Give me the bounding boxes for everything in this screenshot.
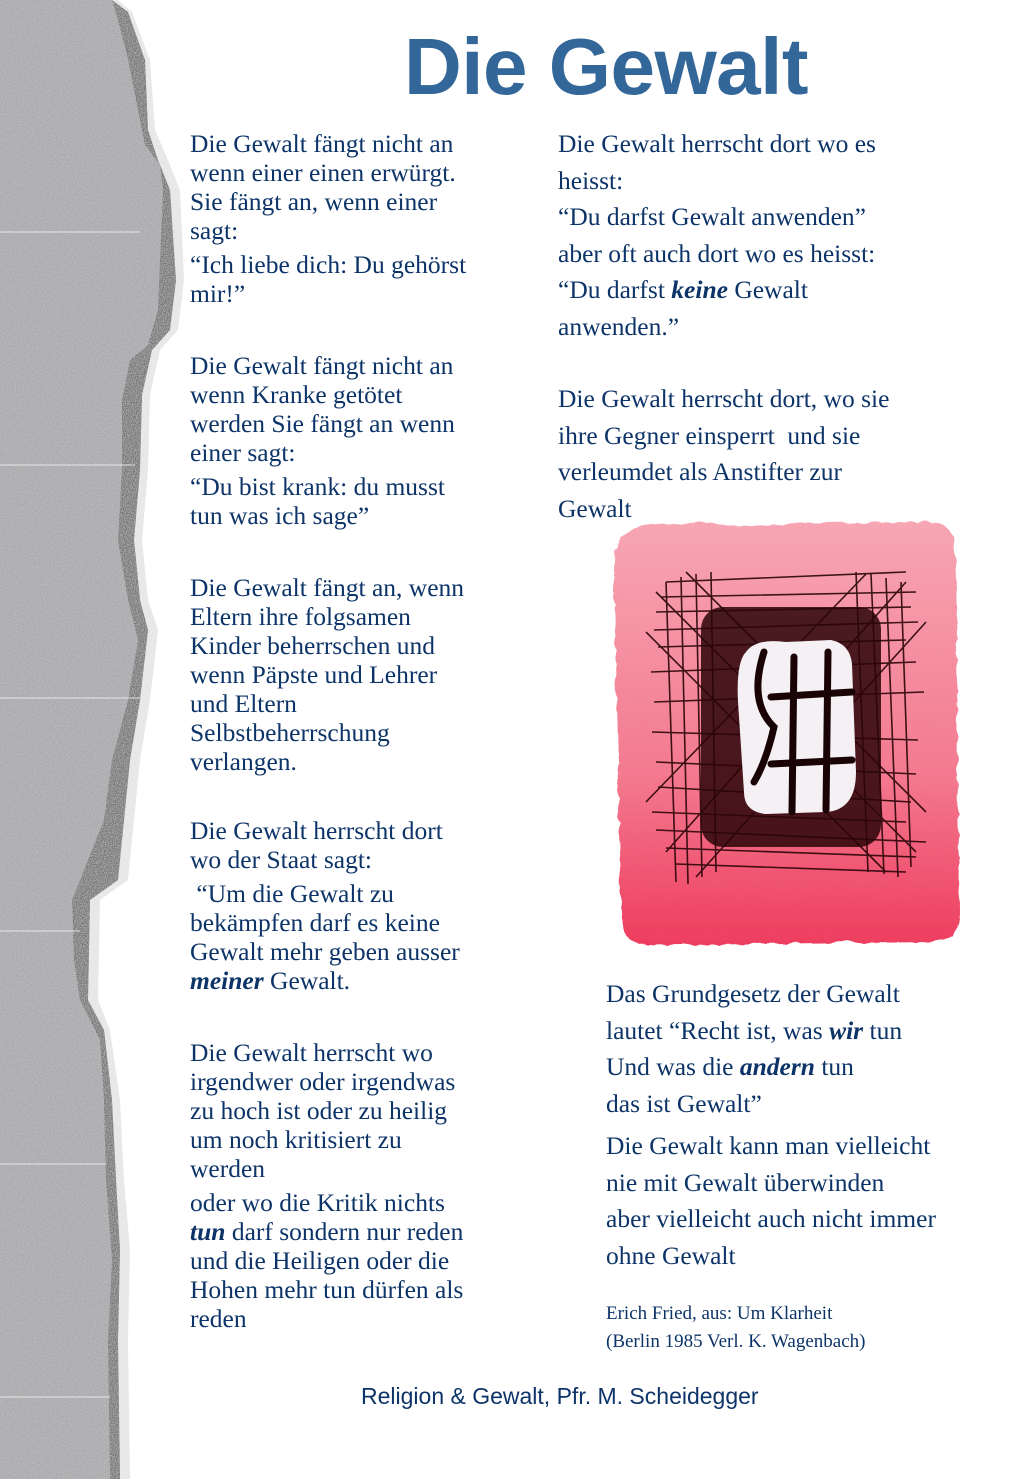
text-line: Gewalt mehr geben ausser — [190, 937, 460, 966]
text-line: Gewalt — [727, 275, 808, 304]
text-line: aber oft auch dort wo es heisst: — [558, 238, 876, 268]
text-line: Eltern ihre folgsamen — [190, 602, 411, 631]
text-line: um noch kritisiert zu — [190, 1125, 402, 1154]
stanza-br1 — [606, 976, 1016, 1122]
text-line: wo der Staat sagt: — [190, 845, 372, 874]
text-line: Und was die — [606, 1052, 740, 1081]
text-line: bekämpfen darf es keine — [190, 908, 440, 937]
text-line: tun — [814, 1052, 854, 1081]
credit-line: (Berlin 1985 Verl. K. Wagenbach) — [606, 1331, 866, 1352]
credit-line: Erich Fried, aus: Um Klarheit — [606, 1303, 833, 1324]
footer-text: Religion & Gewalt, Pfr. M. Scheidegger — [361, 1383, 759, 1409]
page-title: Die Gewalt — [404, 22, 809, 111]
stanza-r1 — [558, 126, 978, 345]
text-line: reden — [190, 1304, 247, 1333]
text-line: wenn einer einen erwürgt. — [190, 158, 456, 187]
bottom-right-text — [606, 976, 1016, 1274]
text-line: und die Heiligen oder die — [190, 1246, 450, 1275]
text-line: “Um die Gewalt zu — [190, 879, 394, 908]
text-line: “Du bist krank: du musst — [190, 472, 445, 501]
text-line: das ist Gewalt” — [606, 1088, 762, 1118]
stone-border-decoration — [0, 0, 200, 1479]
stanza-2-quote — [190, 472, 530, 530]
text-line: tun — [863, 1015, 903, 1045]
text-line: Gewalt. — [263, 966, 351, 995]
text-line: Die Gewalt herrscht dort wo es — [558, 129, 876, 158]
text-line: Die Gewalt fängt nicht an — [190, 351, 454, 380]
text-line: werden — [190, 1154, 266, 1183]
text-line: Die Gewalt herrscht dort — [190, 816, 443, 845]
text-line: Die Gewalt fängt an, wenn — [190, 573, 465, 602]
emphasis-word: andern — [739, 1052, 815, 1081]
emphasis-word: meiner — [190, 966, 264, 995]
text-line: und Eltern — [190, 689, 297, 718]
text-line: ihre Gegner einsperrt und sie — [558, 420, 861, 450]
stanza-2 — [190, 351, 530, 467]
text-line: “Du darfst — [558, 275, 672, 304]
stanza-4 — [190, 816, 530, 874]
text-line: aber vielleicht auch nicht immer — [606, 1204, 936, 1233]
text-line: lautet “Recht ist, was — [606, 1015, 830, 1045]
text-line: nie mit Gewalt überwinden — [606, 1167, 885, 1197]
text-line: tun was ich sage” — [190, 501, 370, 530]
text-line: Sie fängt an, wenn einer — [190, 187, 438, 216]
text-line: Kinder beherrschen und — [190, 631, 435, 660]
text-line: werden Sie fängt an wenn — [190, 409, 455, 438]
text-line: Selbstbeherrschung — [190, 718, 390, 747]
right-column-text — [558, 126, 978, 527]
text-line: “Du darfst Gewalt anwenden” — [558, 202, 866, 231]
author-credit — [606, 1300, 1016, 1356]
emphasis-word: tun — [190, 1217, 226, 1246]
text-line: irgendwer oder irgendwas — [190, 1067, 456, 1096]
text-line: Die Gewalt kann man vielleicht — [606, 1131, 931, 1160]
stanza-4-quote — [190, 879, 530, 995]
text-line: heisst: — [558, 165, 624, 195]
text-line: Die Gewalt fängt nicht an — [190, 129, 454, 158]
text-line: oder wo die Kritik nichts — [190, 1188, 445, 1217]
left-column-text — [190, 129, 530, 1333]
text-line: zu hoch ist oder zu heilig — [190, 1096, 448, 1125]
text-line: “Ich liebe dich: Du gehörst — [190, 250, 467, 279]
text-line: mir!” — [190, 279, 246, 308]
text-line: Gewalt — [558, 493, 632, 523]
stanza-3 — [190, 573, 530, 776]
text-line: darf sondern nur reden — [225, 1217, 464, 1246]
text-line: Die Gewalt herrscht dort, wo sie — [558, 384, 890, 413]
text-line: verleumdet als Anstifter zur — [558, 457, 842, 486]
text-line: ohne Gewalt — [606, 1240, 736, 1270]
text-line: einer sagt: — [190, 438, 296, 467]
stanza-5 — [190, 1038, 530, 1183]
stanza-r2 — [558, 381, 978, 527]
text-line: Das Grundgesetz der Gewalt — [606, 979, 900, 1008]
text-line: sagt: — [190, 216, 239, 245]
stanza-1 — [190, 129, 530, 245]
text-line: Die Gewalt herrscht wo — [190, 1038, 433, 1067]
prison-window-illustration — [606, 512, 964, 948]
text-line: anwenden.” — [558, 311, 680, 341]
stanza-6 — [190, 1188, 530, 1333]
text-line: wenn Päpste und Lehrer — [190, 660, 438, 689]
stanza-br2 — [606, 1128, 1016, 1274]
text-line: Hohen mehr tun dürfen als — [190, 1275, 464, 1304]
stanza-1-quote — [190, 250, 530, 308]
emphasis-word: keine — [671, 275, 728, 304]
text-line: verlangen. — [190, 747, 297, 776]
text-line: wenn Kranke getötet — [190, 380, 403, 409]
emphasis-word: wir — [829, 1015, 864, 1045]
